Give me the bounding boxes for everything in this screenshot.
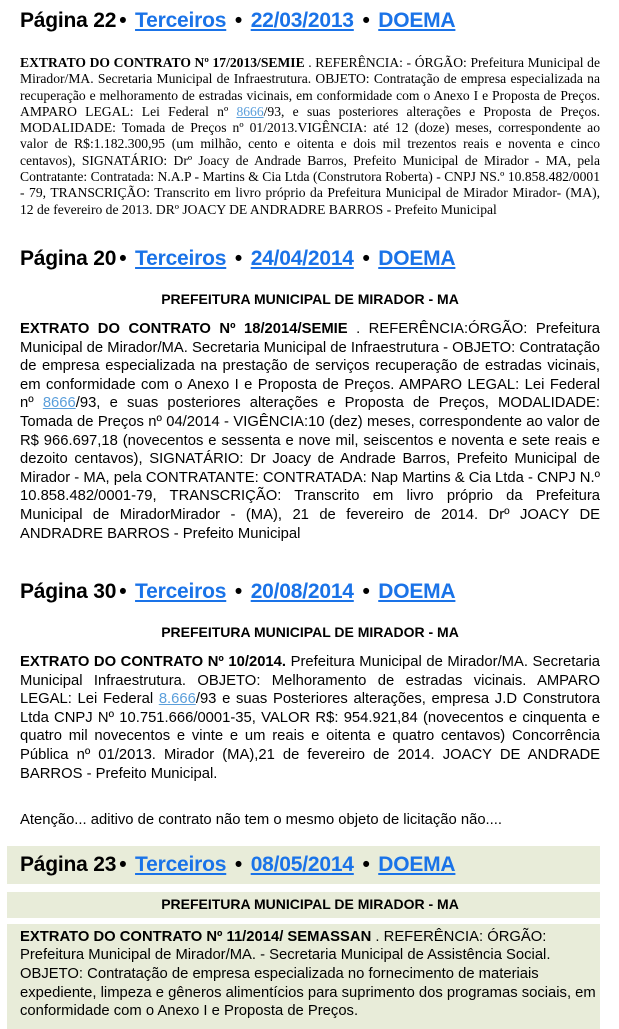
contract-extract-text: [20, 55, 600, 218]
doema-link[interactable]: DOEMA: [378, 9, 456, 32]
bullet-separator: •: [234, 246, 243, 270]
contract-text: /93, e suas posteriores alterações e Proposta de Preços, MODALIDADE: Tomada de Preços nº 04/2014 - VIGÊNCIA:10 (dez) meses, correspondente ao valor de R$ 966.697,18 (novecentos e sessenta e nove mil, seiscentos e noventa e sete reais e dezoito centavos), SIGNATÁRIO: Dr Joacy de Andrade Barros, Prefeito Municipal de Mirador - MA, pela CONTRATANTE: CONTRATADA: Nap Martins & Cia Ltda - CNPJ N.º 10.858.482/0001-79, TRANSCRIÇÃO: Transcrito em livro próprio da Prefeitura Municipal de MiradorMirador - (MA), 21 de fevereiro de 2014. Drº JOACY DE ANDRADRE BARROS - Prefeito Municipal: [20, 395, 600, 542]
contract-extract-title: EXTRATO DO CONTRATO Nº 10/2014.: [20, 654, 286, 671]
law-8666-link[interactable]: 8.666: [158, 691, 196, 708]
contract-extract-title: EXTRATO DO CONTRATO Nº 17/2013/SEMIE: [20, 55, 305, 70]
bullet-separator: •: [362, 246, 370, 270]
contract-section: [20, 579, 600, 783]
law-8666-link[interactable]: 8666: [236, 103, 264, 119]
page-number-label: Página 22: [20, 9, 117, 32]
contract-text: Prefeitura Municipal de Mirador/MA. Secretaria Municipal Infraestrutura. OBJETO: Melhoramento de estradas vicinais. AMPARO LEGAL: Lei Federal: [20, 654, 600, 708]
contract-section: [20, 8, 600, 218]
bullet-separator: •: [362, 580, 370, 604]
contract-section: [20, 246, 600, 543]
bullet-separator: •: [362, 852, 370, 876]
doema-link[interactable]: DOEMA: [378, 246, 456, 270]
contract-text: . REFERÊNCIA: - ÓRGÃO: Prefeitura Municipal de Mirador/MA. Secretaria Municipal de Infraestrutura. OBJETO: Contratação de empresa especializada na recuperação e melhoramento de estradas vicinais, em conformidade com o Anexo I e Proposta de Preços. AMPARO LEGAL: Lei Federal nº: [20, 55, 601, 119]
bullet-separator: •: [119, 246, 127, 270]
page-number-label: Página 30: [20, 580, 117, 604]
date-link[interactable]: 08/05/2014: [250, 852, 354, 876]
doema-link[interactable]: DOEMA: [378, 852, 456, 876]
bullet-separator: •: [119, 580, 127, 604]
section-header: [20, 246, 600, 271]
section-header: [7, 846, 600, 884]
contract-section-highlighted: [20, 846, 600, 1029]
contract-extract-text: [20, 320, 600, 543]
bullet-separator: •: [234, 852, 243, 876]
date-link[interactable]: 20/08/2014: [250, 580, 354, 604]
terceiros-link[interactable]: Terceiros: [135, 9, 227, 32]
contract-text: . REFERÊNCIA:ÓRGÃO: Prefeitura Municipal de Mirador/MA. Secretaria Municipal de Infraestrutura - OBJETO: Contratação de empresa especializada na prestação de serviços recuperação de estradas vicinais, em conformidade com o Anexo I e Proposta de Preços. AMPARO LEGAL: Lei Federal nº: [20, 320, 600, 412]
prefeitura-title: PREFEITURA MUNICIPAL DE MIRADOR - MA: [7, 892, 600, 918]
doema-link[interactable]: DOEMA: [378, 580, 456, 604]
contract-extract-text: [7, 924, 600, 1029]
terceiros-link[interactable]: Terceiros: [135, 246, 227, 270]
terceiros-link[interactable]: Terceiros: [135, 580, 227, 604]
law-8666-link[interactable]: 8666: [42, 395, 76, 412]
page-number-label: Página 23: [20, 852, 117, 876]
bullet-separator: •: [362, 9, 370, 32]
contract-extract-title: EXTRATO DO CONTRATO Nº 18/2014/SEMIE: [20, 320, 348, 337]
contract-text: . REFERÊNCIA: ÓRGÃO: Prefeitura Municipal de Mirador/MA. - Secretaria Municipal de Assistência Social. OBJETO: Contratação de empresa especializada no fornecimento de materiais expediente, limpeza e gêneros alimentícios para suprimento dos programas sociais, em conformidade com o Anexo I e Proposta de Preços.: [20, 928, 596, 1020]
contract-text: /93 e suas Posteriores alterações, empresa J.D Construtora Ltda CNPJ Nº 10.751.666/0001-35, VALOR R$: 954.921,84 (novecentos e cinquenta e quatro mil novecentos e vinte e um reais e oitenta e quatro centavos) Concorrência Pública nº 01/2013. Mirador (MA),21 de fevereiro de 2014. JOACY DE ANDRADE BARROS - Prefeito Municipal.: [20, 691, 601, 782]
section-header: [20, 8, 600, 33]
contract-extract-text: [20, 653, 600, 783]
section-header: [20, 579, 600, 604]
attention-note: Atenção... aditivo de contrato não tem o mesmo objeto de licitação não....: [20, 812, 503, 829]
date-link[interactable]: 24/04/2014: [250, 246, 354, 270]
contract-extract-title: EXTRATO DO CONTRATO Nº 11/2014/ SEMASSAN: [20, 928, 372, 945]
date-link[interactable]: 22/03/2013: [250, 9, 354, 32]
bullet-separator: •: [119, 852, 127, 876]
prefeitura-title: PREFEITURA MUNICIPAL DE MIRADOR - MA: [161, 290, 459, 307]
bullet-separator: •: [234, 580, 243, 604]
bullet-separator: •: [119, 9, 127, 32]
contract-text: /93, e suas posteriores alterações e Proposta de Preços. MODALIDADE: Tomada de Preços nº 01/2013.VIGÊNCIA: até 12 (doze) meses, correspondente ao valor de R$:1.182.300,95 (um milhão, cento e oitenta e dois mil trezentos reais e noventa e cinco centavos), SIGNATÁRIO: Drº Joacy de Andrade Barros, Prefeito Municipal de Mirador - MA, pela Contratante: Contratada: N.A.P - Martins & Cia Ltda (Construtora Roberta) - CNPJ NS.º 10.858.482/0001 - 79, TRANSCRIÇÃO: Transcrito em livro próprio da Prefeitura Municipal de Mirador Mirador- (MA), 12 de fevereiro de 2013. DRº JOACY DE ANDRADRE BARROS - Prefeito Municipal: [20, 103, 600, 217]
prefeitura-title: PREFEITURA MUNICIPAL DE MIRADOR - MA: [161, 624, 459, 641]
page-number-label: Página 20: [20, 246, 117, 270]
terceiros-link[interactable]: Terceiros: [135, 852, 227, 876]
bullet-separator: •: [234, 9, 243, 32]
